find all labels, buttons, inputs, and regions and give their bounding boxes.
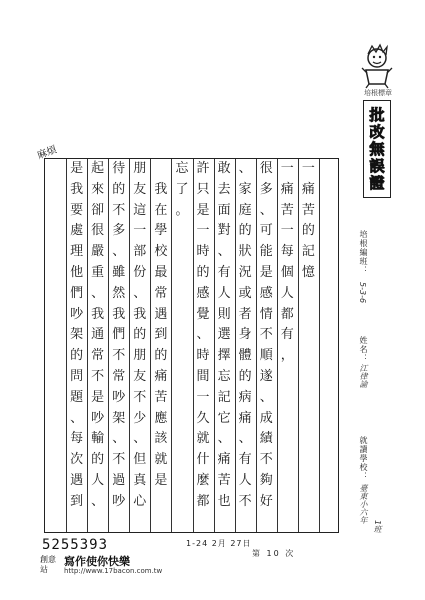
essay-char: [277, 449, 298, 470]
essay-char: 我: [154, 181, 168, 197]
essay-char: [171, 366, 192, 387]
review-stamp: [363, 100, 391, 198]
essay-char: [66, 513, 87, 532]
essay-char: [298, 491, 319, 512]
essay-char: [171, 304, 192, 325]
essay-char: 人: [217, 285, 231, 301]
essay-char: 然: [112, 285, 126, 301]
essay-char: 的: [91, 452, 105, 468]
essay-char: 雖: [112, 264, 126, 280]
essay-char: 很: [91, 223, 105, 239]
essay-char: 的: [154, 348, 168, 364]
essay-column: [193, 159, 214, 532]
essay-char: 友: [133, 181, 147, 197]
essay-char: [319, 200, 340, 221]
essay-char: 面: [217, 202, 231, 218]
essay-char: 可: [259, 223, 273, 239]
essay-char: 、: [259, 389, 273, 405]
essay-char: 他: [70, 264, 84, 280]
essay-char: 一: [196, 389, 210, 405]
essay-char: 不: [112, 452, 126, 468]
essay-char: 夠: [259, 472, 273, 488]
essay-char: 有: [280, 327, 294, 343]
essay-char: 、: [217, 431, 231, 447]
essay-char: 心: [133, 493, 147, 509]
essay-char: 許: [196, 161, 210, 176]
essay-char: [150, 159, 171, 180]
footer-code: 5255393: [42, 537, 109, 553]
class-suffix: 1班: [373, 520, 382, 534]
essay-column: [66, 159, 87, 532]
essay-char: 都: [196, 493, 210, 509]
essay-char: [171, 346, 192, 367]
footer-count: 第 10 次: [252, 549, 296, 558]
essay-char: [150, 512, 171, 532]
essay-char: 不: [133, 389, 147, 405]
footer-slogan: 寫作使你快樂: [64, 555, 130, 568]
essay-char: 狀: [238, 244, 252, 260]
essay-char: 都: [280, 306, 294, 322]
essay-char: 什: [196, 452, 210, 468]
essay-char: 人: [238, 472, 252, 488]
essay-char: [87, 513, 108, 532]
essay-char: 的: [196, 264, 210, 280]
essay-column: [298, 159, 319, 532]
essay-char: [277, 408, 298, 429]
class-label: 培根編班：: [359, 230, 368, 275]
essay-char: [45, 470, 66, 491]
essay-char: 朋: [133, 348, 147, 364]
essay-char: 我: [91, 306, 105, 322]
essay-char: 是: [196, 202, 210, 218]
essay-char: [319, 387, 340, 408]
essay-char: 是: [70, 161, 84, 176]
essay-char: 處: [70, 223, 84, 239]
essay-char: 部: [133, 244, 147, 260]
essay-char: 次: [70, 452, 84, 468]
essay-char: 卻: [91, 202, 105, 218]
essay-char: 去: [217, 181, 231, 197]
essay-char: [171, 221, 192, 242]
essay-char: [45, 511, 66, 532]
essay-char: 待: [112, 161, 126, 176]
essay-char: [45, 200, 66, 221]
essay-char: 有: [217, 264, 231, 280]
essay-char: 題: [70, 389, 84, 405]
essay-char: 間: [196, 368, 210, 384]
essay-char: 起: [91, 161, 105, 176]
essay-char: 真: [133, 472, 147, 488]
essay-char: 我: [133, 306, 147, 322]
essay-char: [45, 428, 66, 449]
essay-char: 到: [154, 327, 168, 343]
essay-char: 學: [154, 223, 168, 239]
essay-char: [319, 242, 340, 263]
essay-char: [171, 511, 192, 532]
stamp-char: 無: [369, 140, 385, 158]
essay-char: 遂: [259, 368, 273, 384]
stamp-char: 改: [369, 123, 385, 141]
essay-char: 不: [238, 493, 252, 509]
essay-char: 每: [70, 431, 84, 447]
essay-char: 久: [196, 410, 210, 426]
stamp-char: 證: [369, 174, 385, 192]
margin-note: 麻煩: [35, 144, 59, 162]
essay-char: 、: [217, 244, 231, 260]
essay-char: [45, 345, 66, 366]
essay-char: [193, 513, 214, 532]
essay-char: [319, 345, 340, 366]
essay-char: [256, 513, 277, 532]
school-label: 就讀學校：: [359, 436, 368, 481]
essay-char: 時: [196, 348, 210, 364]
footer-badge: 創意站: [40, 555, 56, 574]
essay-char: 到: [70, 493, 84, 509]
essay-char: 是: [259, 264, 273, 280]
essay-char: 我: [70, 181, 84, 197]
essay-column: [214, 159, 235, 532]
essay-char: 個: [280, 264, 294, 280]
essay-char: 順: [259, 348, 273, 364]
essay-char: [277, 470, 298, 491]
essay-char: [171, 408, 192, 429]
essay-char: 只: [196, 181, 210, 197]
essay-char: [319, 366, 340, 387]
school-value: 臺東小六年: [359, 484, 368, 524]
footer-url: http://www.17bacon.com.tw: [64, 567, 163, 575]
essay-char: 成: [259, 410, 273, 426]
essay-char: 朋: [133, 161, 147, 176]
essay-char: [298, 449, 319, 470]
essay-char: [129, 513, 150, 532]
essay-char: [298, 304, 319, 325]
essay-char: 不: [259, 452, 273, 468]
essay-char: 。: [175, 202, 189, 218]
essay-char: [319, 325, 340, 346]
essay-char: 苦: [217, 472, 231, 488]
name-value: 江律諭: [359, 364, 368, 388]
essay-char: 、: [259, 202, 273, 218]
essay-char: 來: [91, 181, 105, 197]
essay-char: 、: [238, 431, 252, 447]
essay-char: 一: [301, 161, 315, 176]
essay-char: 份: [133, 264, 147, 280]
essay-char: 能: [259, 244, 273, 260]
essay-char: [277, 429, 298, 450]
essay-char: 的: [112, 181, 126, 197]
essay-char: [235, 513, 256, 532]
essay-char: 要: [70, 202, 84, 218]
essay-char: 、: [133, 285, 147, 301]
essay-char: [298, 387, 319, 408]
essay-char: 吵: [112, 389, 126, 405]
essay-char: 吵: [70, 306, 84, 322]
essay-char: 痛: [301, 181, 315, 197]
essay-char: 覺: [196, 306, 210, 322]
essay-char: [171, 470, 192, 491]
essay-char: 庭: [238, 202, 252, 218]
essay-column: [277, 159, 298, 532]
essay-char: [45, 242, 66, 263]
essay-char: 在: [154, 202, 168, 218]
essay-char: 、: [91, 285, 105, 301]
essay-char: 一: [280, 223, 294, 239]
essay-char: [45, 408, 66, 429]
essay-char: 通: [91, 327, 105, 343]
essay-char: 應: [154, 410, 168, 426]
essay-char: [171, 428, 192, 449]
essay-char: [45, 449, 66, 470]
essay-char: [298, 408, 319, 429]
essay-char: [171, 491, 192, 512]
essay-char: [319, 221, 340, 242]
essay-char: 、: [91, 493, 105, 509]
essay-char: 者: [238, 306, 252, 322]
essay-column: [87, 159, 108, 532]
essay-char: 好: [259, 493, 273, 509]
essay-char: 忘: [217, 368, 231, 384]
essay-column: [171, 159, 192, 532]
stamp-char: 誤: [369, 157, 385, 175]
essay-char: 過: [112, 472, 126, 488]
essay-char: 一: [280, 161, 294, 176]
essay-char: [298, 429, 319, 450]
essay-char: 麼: [196, 472, 210, 488]
essay-char: 、: [112, 431, 126, 447]
essay-char: [45, 491, 66, 512]
essay-char: 、: [70, 410, 84, 426]
essay-char: 不: [259, 327, 273, 343]
essay-char: [45, 263, 66, 284]
essay-char: [319, 283, 340, 304]
essay-char: 有: [238, 452, 252, 468]
essay-char: [319, 180, 340, 201]
essay-char: ，: [280, 348, 294, 364]
essay-char: 體: [238, 348, 252, 364]
essay-char: [45, 180, 66, 201]
essay-char: [45, 221, 66, 242]
essay-char: [45, 366, 66, 387]
essay-char: 績: [259, 431, 273, 447]
essay-char: 的: [133, 327, 147, 343]
essay-char: 常: [112, 368, 126, 384]
essay-char: [277, 511, 298, 532]
essay-char: 理: [70, 244, 84, 260]
essay-char: [277, 388, 298, 409]
essay-char: 痛: [154, 368, 168, 384]
essay-char: 苦: [280, 202, 294, 218]
essay-char: [45, 304, 66, 325]
essay-char: 就: [196, 431, 210, 447]
essay-char: 校: [154, 244, 168, 260]
essay-char: 苦: [154, 389, 168, 405]
essay-char: 的: [70, 348, 84, 364]
essay-char: [171, 263, 192, 284]
essay-char: 遇: [70, 472, 84, 488]
essay-char: [277, 367, 298, 388]
stamp-char: 批: [369, 106, 385, 124]
essay-char: [171, 325, 192, 346]
essay-char: 記: [301, 244, 315, 260]
essay-char: [171, 284, 192, 305]
essay-char: 重: [91, 264, 105, 280]
essay-column: [319, 159, 340, 532]
essay-char: [298, 470, 319, 491]
essay-char: 選: [217, 327, 231, 343]
essay-char: [108, 513, 129, 532]
essay-char: 常: [154, 285, 168, 301]
essay-char: 家: [238, 181, 252, 197]
essay-char: 架: [70, 327, 84, 343]
name-label: 姓名：: [359, 336, 368, 363]
essay-char: 身: [238, 327, 252, 343]
essay-column: [150, 159, 171, 532]
essay-char: 、: [133, 431, 147, 447]
essay-char: 也: [217, 493, 231, 509]
essay-char: 憶: [301, 264, 315, 280]
essay-char: 吵: [91, 410, 105, 426]
essay-char: 敢: [217, 161, 231, 176]
essay-char: [319, 449, 340, 470]
essay-char: 感: [259, 285, 273, 301]
essay-grid: [44, 158, 339, 533]
essay-char: 的: [238, 223, 252, 239]
essay-char: 們: [70, 285, 84, 301]
essay-char: [171, 242, 192, 263]
essay-char: 情: [259, 306, 273, 322]
essay-char: 很: [259, 161, 273, 176]
essay-char: 多: [112, 223, 126, 239]
essay-column: [108, 159, 129, 532]
essay-char: 則: [217, 306, 231, 322]
essay-char: 該: [154, 431, 168, 447]
essay-char: 痛: [217, 452, 231, 468]
essay-char: 但: [133, 452, 147, 468]
essay-char: [277, 491, 298, 512]
essay-char: 、: [112, 244, 126, 260]
essay-char: 記: [217, 389, 231, 405]
essay-char: 的: [238, 368, 252, 384]
footer-date: 1-24 2月 27日: [186, 539, 252, 548]
essay-char: [45, 387, 66, 408]
essay-char: 一: [133, 223, 147, 239]
essay-char: 一: [196, 223, 210, 239]
essay-char: 不: [91, 368, 105, 384]
essay-char: 是: [154, 472, 168, 488]
essay-char: 痛: [238, 410, 252, 426]
essay-char: [319, 159, 340, 180]
logo-caption: 培根標章: [364, 89, 392, 97]
essay-column: [45, 159, 66, 532]
essay-char: 況: [238, 264, 252, 280]
essay-char: 就: [154, 452, 168, 468]
essay-char: 痛: [280, 181, 294, 197]
essay-char: 人: [280, 285, 294, 301]
essay-char: 們: [112, 327, 126, 343]
essay-char: 不: [112, 348, 126, 364]
essay-column: [256, 159, 277, 532]
essay-char: 遇: [154, 306, 168, 322]
essay-char: [319, 470, 340, 491]
essay-char: [319, 428, 340, 449]
essay-char: [298, 367, 319, 388]
essay-char: [298, 284, 319, 305]
essay-char: 每: [280, 244, 294, 260]
essay-char: [298, 325, 319, 346]
mascot-logo-icon: [352, 40, 402, 90]
essay-char: [214, 513, 235, 532]
essay-char: 友: [133, 368, 147, 384]
essay-char: 這: [133, 202, 147, 218]
essay-char: 對: [217, 223, 231, 239]
essay-char: 多: [259, 181, 273, 197]
essay-char: [298, 346, 319, 367]
essay-char: 、: [196, 327, 210, 343]
essay-char: [45, 283, 66, 304]
class-value: 5-3-6: [358, 282, 367, 304]
essay-char: [319, 263, 340, 284]
essay-char: 輸: [91, 431, 105, 447]
essay-column: [129, 159, 150, 532]
essay-char: 、: [238, 161, 252, 176]
essay-char: 吵: [112, 493, 126, 509]
essay-column: [235, 159, 256, 532]
essay-char: 時: [196, 244, 210, 260]
essay-char: [319, 511, 340, 532]
essay-char: 了: [175, 181, 189, 197]
essay-char: 擇: [217, 348, 231, 364]
essay-char: [171, 387, 192, 408]
essay-char: 人: [91, 472, 105, 488]
essay-char: [45, 325, 66, 346]
essay-char: 或: [238, 285, 252, 301]
essay-char: 不: [112, 202, 126, 218]
essay-char: [319, 408, 340, 429]
essay-char: 常: [91, 348, 105, 364]
essay-char: [319, 491, 340, 512]
essay-char: 嚴: [91, 244, 105, 260]
essay-char: 苦: [301, 202, 315, 218]
essay-char: 架: [112, 410, 126, 426]
essay-char: [171, 449, 192, 470]
essay-char: [319, 304, 340, 325]
essay-char: 病: [238, 389, 252, 405]
essay-char: 最: [154, 264, 168, 280]
essay-char: 感: [196, 285, 210, 301]
essay-char: 忘: [175, 161, 189, 176]
essay-char: [150, 492, 171, 512]
essay-char: 是: [91, 389, 105, 405]
essay-char: [298, 511, 319, 532]
essay-char: 問: [70, 368, 84, 384]
essay-char: 我: [112, 306, 126, 322]
essay-char: 少: [133, 410, 147, 426]
essay-char: 的: [301, 223, 315, 239]
essay-char: 它: [217, 410, 231, 426]
essay-char: [45, 159, 66, 180]
